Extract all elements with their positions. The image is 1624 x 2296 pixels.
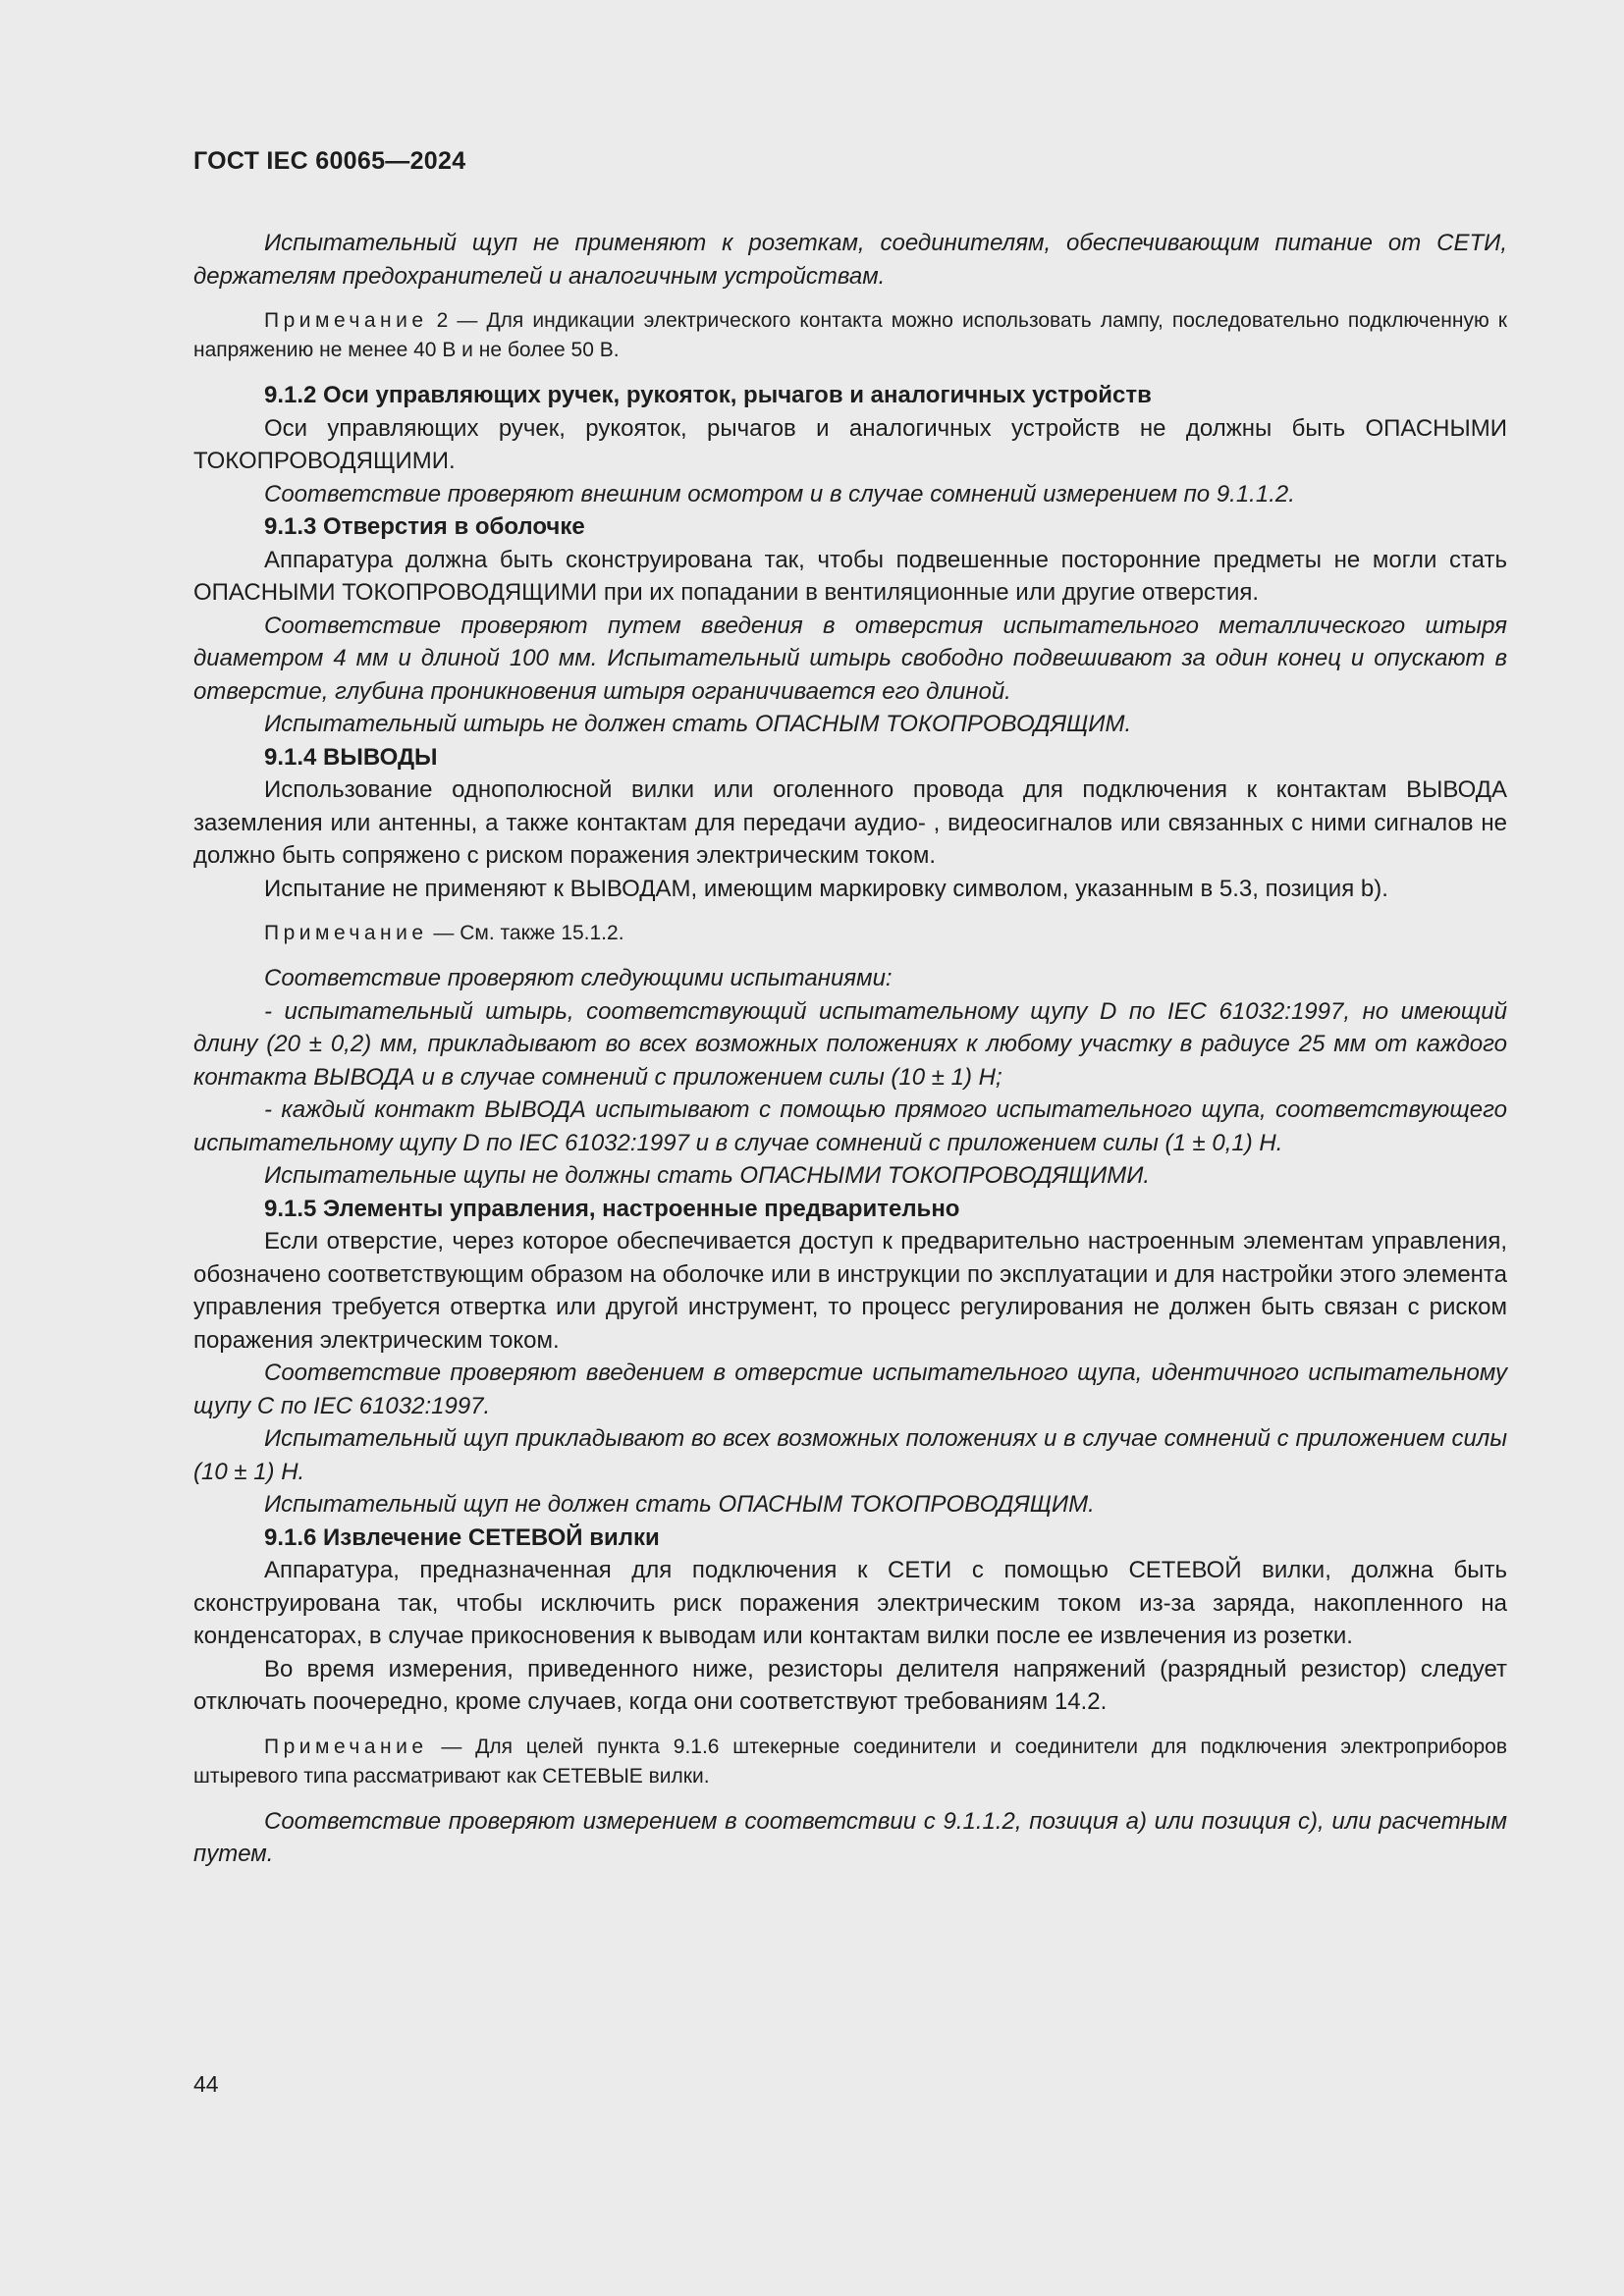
- paragraph: Испытательный щуп не применяют к розеткам, соединителям, обеспечивающим питание от СЕТИ, держателям предохранителей и аналогичным устройствам.: [193, 230, 1507, 290]
- paragraph: Если отверстие, через которое обеспечивается доступ к предварительно настроенным элементам управления, обозначено соответствующим образом на оболочке или в инструкции по эксплуатации и для настройки этого элемента управления требуется отвертка или другой инструмент, то процесс регулирования не должен быть связан с риском поражения электрическим током.: [193, 1228, 1507, 1354]
- note: [193, 1733, 1507, 1791]
- paragraph: Испытательный щуп не должен стать ОПАСНЫМ ТОКОПРОВОДЯЩИМ.: [264, 1491, 1095, 1518]
- note: [193, 306, 1507, 365]
- document-header: ГОСТ IEC 60065—2024: [193, 147, 466, 175]
- paragraph: Соответствие проверяют следующими испытаниями:: [264, 965, 893, 991]
- paragraph: Испытательный штырь не должен стать ОПАСНЫМ ТОКОПРОВОДЯЩИМ.: [264, 711, 1132, 737]
- list-item: - испытательный штырь, соответствующий испытательному щупу D по IEC 61032:1997, но имеющий длину (20 ± 0,2) мм, прикладывают во всех возможных положениях к любому участку в радиусе 25 мм от каждого контакта ВЫВОДА и в случае сомнений с приложением силы (10 ± 1) Н;: [193, 997, 1507, 1091]
- section-heading: 9.1.3 Отверстия в оболочке: [264, 513, 585, 540]
- paragraph: Испытательный щуп прикладывают во всех возможных положениях и в случае сомнений с приложением силы (10 ± 1) Н.: [193, 1425, 1507, 1485]
- paragraph: Аппаратура должна быть сконструирована так, чтобы подвешенные посторонние предметы не могли стать ОПАСНЫМИ ТОКОПРОВОДЯЩИМИ при их попадании в вентиляционные или другие отверстия.: [193, 546, 1507, 606]
- paragraph: Соответствие проверяют путем введения в отверстия испытательного металлического штыря диаметром 4 мм и длиной 100 мм. Испытательный штырь свободно подвешивают за один конец и опускают в отверстие, глубина проникновения штыря ограничивается его длиной.: [193, 612, 1507, 705]
- document-page: [193, 147, 1507, 1871]
- page-number: 44: [193, 2071, 219, 2097]
- note-text: 2 — Для индикации электрического контакта можно использовать лампу, последовательно подключенную к напряжению не менее 40 В и не более 50 В.: [193, 309, 1507, 361]
- paragraph: Соответствие проверяют введением в отверстие испытательного щупа, идентичного испытательному щупу С по IEC 61032:1997.: [193, 1360, 1507, 1419]
- section-heading: 9.1.4 ВЫВОДЫ: [264, 743, 438, 771]
- paragraph: Соответствие проверяют внешним осмотром и в случае сомнений измерением по 9.1.1.2.: [264, 480, 1295, 507]
- section-heading: 9.1.6 Извлечение СЕТЕВОЙ вилки: [264, 1523, 660, 1551]
- paragraph: Аппаратура, предназначенная для подключения к СЕТИ с помощью СЕТЕВОЙ вилки, должна быть сконструирована так, чтобы исключить риск поражения электрическим током из-за заряда, накопленного на конденсаторах, в случае прикосновения к выводам или контактам вилки после ее извлечения из розетки.: [193, 1557, 1507, 1649]
- paragraph: Испытательные щупы не должны стать ОПАСНЫМИ ТОКОПРОВОДЯЩИМИ.: [264, 1162, 1151, 1189]
- paragraph: Во время измерения, приведенного ниже, резисторы делителя напряжений (разрядный резистор) следует отключать поочередно, кроме случаев, когда они соответствуют требованиям 14.2.: [193, 1655, 1507, 1715]
- list-item: - каждый контакт ВЫВОДА испытывают с помощью прямого испытательного щупа, соответствующего испытательному щупу D по IEC 61032:1997 и в случае сомнений с приложением силы (1 ± 0,1) Н.: [193, 1096, 1507, 1156]
- paragraph: Оси управляющих ручек, рукояток, рычагов и аналогичных устройств не должны быть ОПАСНЫМИ ТОКОПРОВОДЯЩИМИ.: [193, 414, 1507, 474]
- paragraph: Использование однополюсной вилки или оголенного провода для подключения к контактам ВЫВОДА заземления или антенны, а также контактам для передачи аудио- , видеосигналов или связанных с ними сигналов не должно быть сопряжено с риском поражения электрическим током.: [193, 776, 1507, 869]
- note-label: Примечание: [264, 922, 428, 944]
- note-text: — Для целей пункта 9.1.6 штекерные соединители и соединители для подключения электроприборов штыревого типа рассматривают как СЕТЕВЫЕ вилки.: [193, 1735, 1507, 1788]
- paragraph: Соответствие проверяют измерением в соответствии с 9.1.1.2, позиция а) или позиция с), или расчетным путем.: [193, 1807, 1507, 1867]
- section-heading: 9.1.5 Элементы управления, настроенные предварительно: [264, 1195, 960, 1222]
- paragraph: Испытание не применяют к ВЫВОДАМ, имеющим маркировку символом, указанным в 5.3, позиция b).: [264, 875, 1388, 902]
- section-heading: 9.1.2 Оси управляющих ручек, рукояток, рычагов и аналогичных устройств: [264, 382, 1152, 408]
- note-label: Примечание: [264, 309, 428, 332]
- note: [193, 919, 1507, 948]
- note-label: Примечание: [264, 1735, 428, 1758]
- note-text: — См. также 15.1.2.: [427, 922, 624, 944]
